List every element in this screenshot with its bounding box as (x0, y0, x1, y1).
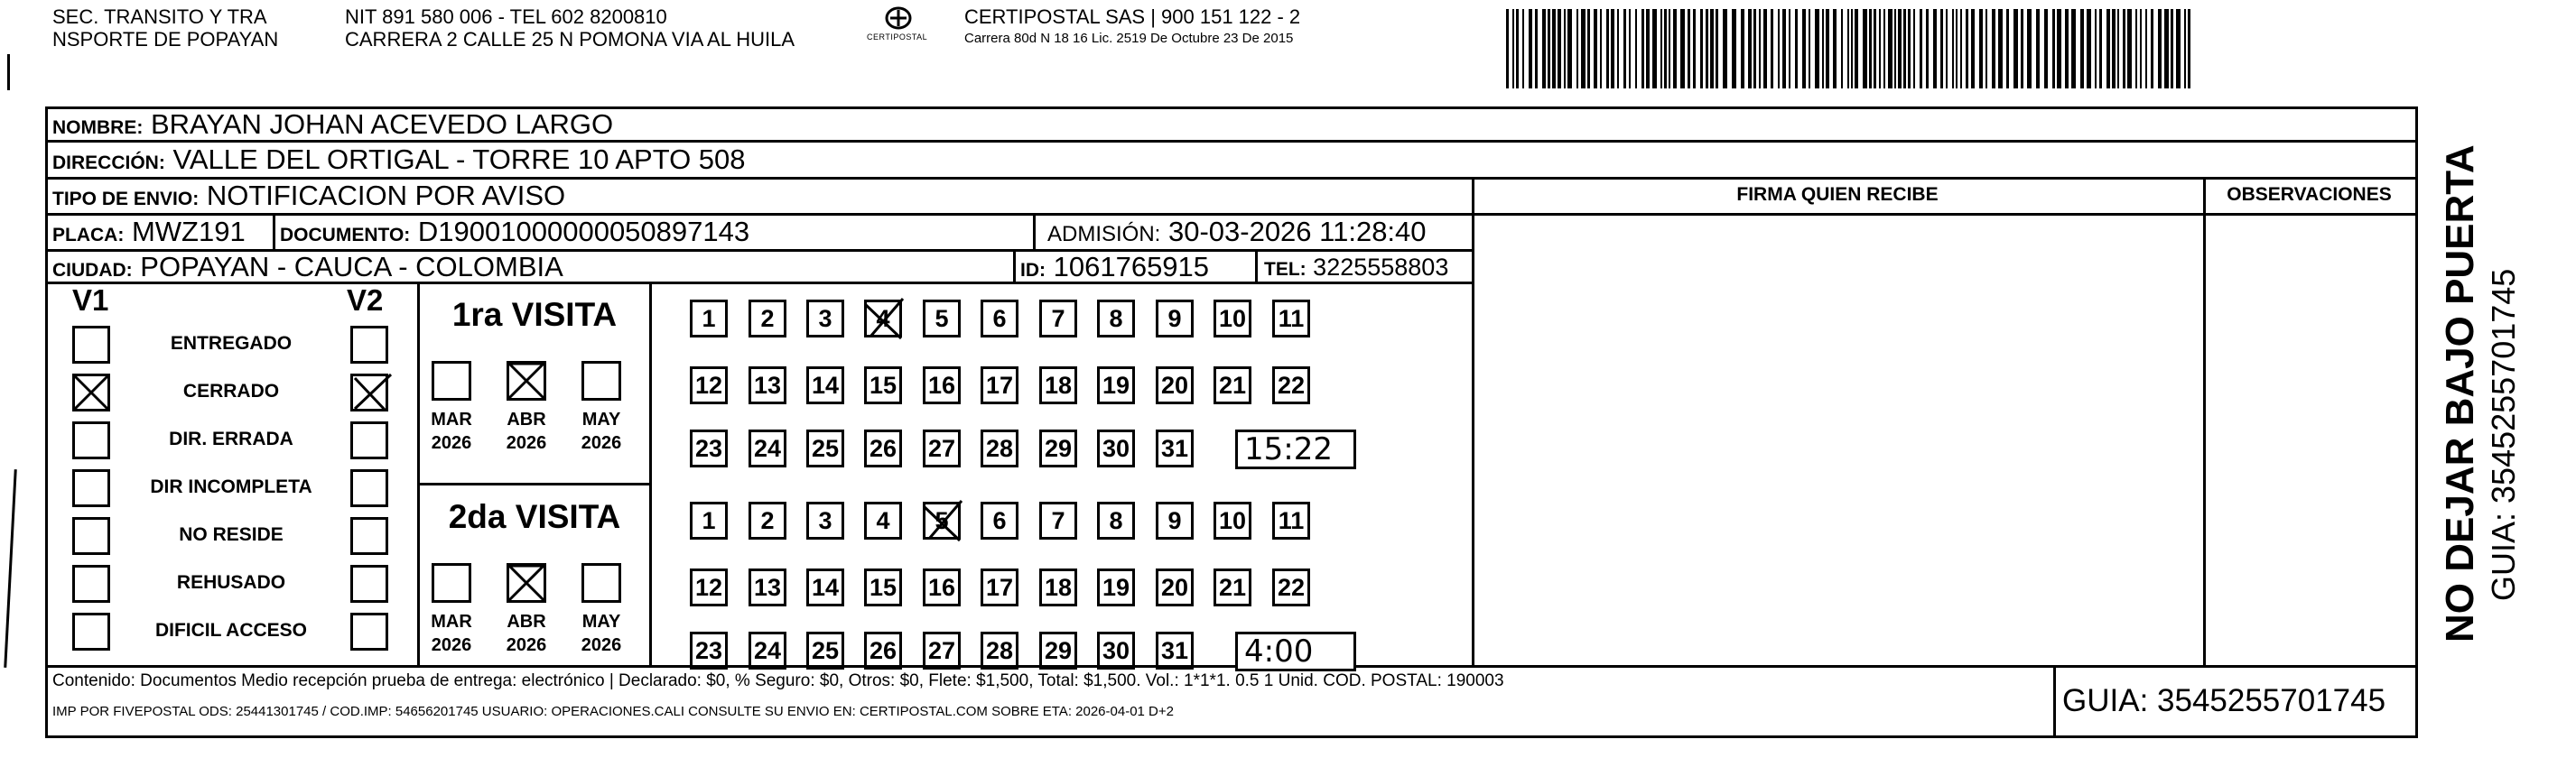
month-checkbox[interactable] (507, 563, 546, 603)
day-box[interactable]: 22 (1272, 366, 1310, 404)
status-label: DIFICIL ACCESO (154, 620, 307, 641)
day-box[interactable]: 8 (1097, 300, 1135, 337)
id-field (1020, 252, 1209, 286)
day-box[interactable]: 27 (923, 632, 961, 670)
ciudad-value: POPAYAN - CAUCA - COLOMBIA (140, 251, 563, 282)
carrier-address: Carrera 80d N 18 16 Lic. 2519 De Octubre 23 De 2015 (964, 31, 1294, 46)
day-box[interactable]: 10 (1214, 502, 1251, 540)
x-mark-icon (918, 495, 969, 546)
v2-checkbox[interactable] (350, 374, 388, 411)
day-box[interactable]: 9 (1156, 300, 1194, 337)
logo-text: CERTIPOSTAL (867, 32, 928, 42)
day-box[interactable]: 30 (1097, 430, 1135, 467)
footer-content: Contenido: Documentos Medio recepción prueba de entrega: electrónico | Declarado: $0, % Seguro: $0, Otros: $0, Flete: $1,500, Total: $1,500. Vol.: 1*1*1. 0.5 1 Unid. COD. POSTAL: 190003 (52, 671, 1504, 690)
placa-label: PLACA: (52, 225, 125, 245)
day-box[interactable]: 7 (1039, 300, 1077, 337)
status-label: REHUSADO (176, 572, 286, 593)
day-box[interactable]: 29 (1039, 430, 1077, 467)
day-box[interactable]: 21 (1214, 568, 1251, 606)
v1-header: V1 (72, 283, 109, 317)
day-box[interactable]: 11 (1272, 300, 1310, 337)
day-box[interactable]: 31 (1156, 632, 1194, 670)
sender-contact (345, 5, 795, 51)
month-label: MAR (431, 612, 472, 632)
status-label: DIR INCOMPLETA (150, 476, 312, 497)
day-box[interactable]: 19 (1097, 366, 1135, 404)
id-value: 1061765915 (1053, 251, 1210, 282)
tel-field (1264, 252, 1448, 285)
day-box[interactable]: 9 (1156, 502, 1194, 540)
direccion-label: DIRECCIÓN: (52, 153, 165, 173)
month-checkbox[interactable] (507, 361, 546, 401)
year-label: 2026 (506, 635, 547, 655)
day-box[interactable]: 5 (923, 300, 961, 337)
v2-checkbox[interactable] (350, 565, 388, 603)
day-box[interactable]: 24 (749, 430, 786, 467)
day-box[interactable]: 22 (1272, 568, 1310, 606)
day-box[interactable]: 18 (1039, 366, 1077, 404)
day-box[interactable]: 14 (806, 568, 844, 606)
day-box[interactable]: 26 (864, 632, 902, 670)
day-box[interactable]: 4 (864, 502, 902, 540)
v2-checkbox[interactable] (350, 469, 388, 507)
day-box[interactable]: 8 (1097, 502, 1135, 540)
month-label: ABR (507, 410, 546, 430)
sender-line2: NSPORTE DE POPAYAN (52, 28, 279, 51)
x-mark-icon (507, 563, 546, 603)
v1-checkbox[interactable] (72, 326, 110, 364)
day-box[interactable]: 6 (981, 502, 1018, 540)
day-box[interactable]: 30 (1097, 632, 1135, 670)
day-box[interactable]: 12 (690, 568, 728, 606)
day-box[interactable]: 5 (923, 502, 961, 540)
ciudad-label: CIUDAD: (52, 260, 133, 281)
day-box[interactable]: 16 (923, 366, 961, 404)
nombre-label: NOMBRE: (52, 117, 144, 138)
handwritten-time: 15:22 (1244, 431, 1333, 467)
placa-field (52, 217, 246, 251)
day-box[interactable]: 25 (806, 632, 844, 670)
documento-label: DOCUMENTO: (280, 225, 411, 245)
year-label: 2026 (431, 433, 472, 453)
day-box[interactable]: 28 (981, 430, 1018, 467)
day-box[interactable]: 7 (1039, 502, 1077, 540)
v1-checkbox[interactable] (72, 374, 110, 411)
status-label: ENTREGADO (170, 333, 293, 354)
sender-address: CARRERA 2 CALLE 25 N POMONA VIA AL HUILA (345, 28, 795, 51)
documento-field (280, 217, 749, 251)
day-box[interactable]: 6 (981, 300, 1018, 337)
day-box[interactable]: 2 (749, 502, 786, 540)
month-label: MAY (581, 410, 621, 430)
nombre-field (52, 109, 613, 143)
day-box[interactable]: 4 (864, 300, 902, 337)
ciudad-field (52, 252, 563, 286)
day-box[interactable]: 2 (749, 300, 786, 337)
day-box[interactable]: 12 (690, 366, 728, 404)
year-label: 2026 (431, 635, 472, 655)
visit-title: 2da VISITA (448, 498, 621, 535)
scan-mark (4, 469, 17, 668)
v1-checkbox[interactable] (72, 421, 110, 459)
day-box[interactable]: 13 (749, 366, 786, 404)
status-label: CERRADO (182, 381, 280, 402)
documento-value: D19001000000050897143 (417, 216, 750, 247)
day-box[interactable]: 3 (806, 502, 844, 540)
day-box[interactable]: 1 (690, 300, 728, 337)
day-box[interactable]: 3 (806, 300, 844, 337)
month-label: MAY (581, 612, 621, 632)
x-mark-icon (507, 361, 546, 401)
direccion-value: VALLE DEL ORTIGAL - TORRE 10 APTO 508 (172, 143, 746, 175)
admision-label: ADMISIÓN: (1047, 222, 1161, 246)
tipo-label: TIPO DE ENVIO: (52, 189, 200, 209)
month-checkbox[interactable] (581, 563, 621, 603)
day-box[interactable]: 23 (690, 430, 728, 467)
side-guia: GUIA: 3545255701745 (2485, 268, 2522, 601)
month-checkbox[interactable] (432, 361, 471, 401)
status-label: DIR. ERRADA (169, 429, 293, 449)
tipo-value: NOTIFICACION POR AVISO (206, 180, 566, 211)
tel-label: TEL: (1264, 259, 1307, 280)
sender-nit: NIT 891 580 006 - TEL 602 8200810 (345, 5, 667, 28)
v1-checkbox[interactable] (72, 565, 110, 603)
side-warning: NO DEJAR BAJO PUERTA (2438, 144, 2482, 642)
direccion-field (52, 144, 746, 179)
v2-header: V2 (347, 283, 384, 317)
admision-field (1047, 217, 1427, 250)
month-label: MAR (431, 410, 472, 430)
day-box[interactable]: 17 (981, 366, 1018, 404)
day-box[interactable]: 20 (1156, 366, 1194, 404)
v2-checkbox[interactable] (350, 517, 388, 555)
day-box[interactable]: 17 (981, 568, 1018, 606)
v2-checkbox[interactable] (350, 613, 388, 651)
v1-checkbox[interactable] (72, 613, 110, 651)
x-mark-icon (71, 373, 111, 412)
sender-header (52, 5, 278, 51)
handwritten-time: 4:00 (1244, 633, 1314, 670)
day-box[interactable]: 21 (1214, 366, 1251, 404)
year-label: 2026 (506, 433, 547, 453)
status-label: NO RESIDE (179, 524, 284, 545)
year-label: 2026 (581, 635, 622, 655)
day-box[interactable]: 19 (1097, 568, 1135, 606)
v1-checkbox[interactable] (72, 517, 110, 555)
day-box[interactable]: 14 (806, 366, 844, 404)
placa-value: MWZ191 (131, 216, 246, 247)
observaciones-header: OBSERVACIONES (2227, 184, 2392, 205)
sender-line1: SEC. TRANSITO Y TRA (52, 5, 267, 28)
day-box[interactable]: 27 (923, 430, 961, 467)
day-box[interactable]: 16 (923, 568, 961, 606)
firma-header: FIRMA QUIEN RECIBE (1736, 184, 1939, 205)
day-box[interactable]: 28 (981, 632, 1018, 670)
id-label: ID: (1020, 260, 1046, 281)
visit-title: 1ra VISITA (451, 296, 618, 333)
month-checkbox[interactable] (432, 563, 471, 603)
day-box[interactable]: 20 (1156, 568, 1194, 606)
nombre-value: BRAYAN JOHAN ACEVEDO LARGO (150, 108, 614, 140)
day-box[interactable]: 25 (806, 430, 844, 467)
x-mark-icon (860, 293, 910, 344)
day-box[interactable]: 31 (1156, 430, 1194, 467)
admision-value: 30-03-2026 11:28:40 (1167, 216, 1427, 247)
day-box[interactable]: 26 (864, 430, 902, 467)
day-box[interactable]: 18 (1039, 568, 1077, 606)
day-box[interactable]: 11 (1272, 502, 1310, 540)
v1-checkbox[interactable] (72, 469, 110, 507)
day-box[interactable]: 15 (864, 568, 902, 606)
day-box[interactable]: 24 (749, 632, 786, 670)
tel-value: 3225558803 (1313, 254, 1449, 281)
v2-checkbox[interactable] (350, 421, 388, 459)
v2-checkbox[interactable] (350, 326, 388, 364)
tipo-field (52, 180, 565, 215)
x-mark-icon (349, 369, 396, 416)
carrier-name: CERTIPOSTAL SAS | 900 151 122 - 2 (964, 5, 1301, 28)
day-box[interactable]: 23 (690, 632, 728, 670)
footer-guia: GUIA: 3545255701745 (2062, 683, 2386, 718)
footer-print-info: IMP POR FIVEPOSTAL ODS: 25441301745 / COD.IMP: 54656201745 USUARIO: OPERACIONES.CALI CONSULTE SU ENVIO EN: CERTIPOSTAL.COM SOBRE ETA: 2026-04-01 D+2 (52, 704, 1174, 719)
month-label: ABR (507, 612, 546, 632)
month-checkbox[interactable] (581, 361, 621, 401)
day-box[interactable]: 10 (1214, 300, 1251, 337)
day-box[interactable]: 29 (1039, 632, 1077, 670)
day-box[interactable]: 1 (690, 502, 728, 540)
day-box[interactable]: 13 (749, 568, 786, 606)
year-label: 2026 (581, 433, 622, 453)
barcode (1506, 9, 2201, 92)
scan-mark (7, 54, 10, 90)
day-box[interactable]: 15 (864, 366, 902, 404)
